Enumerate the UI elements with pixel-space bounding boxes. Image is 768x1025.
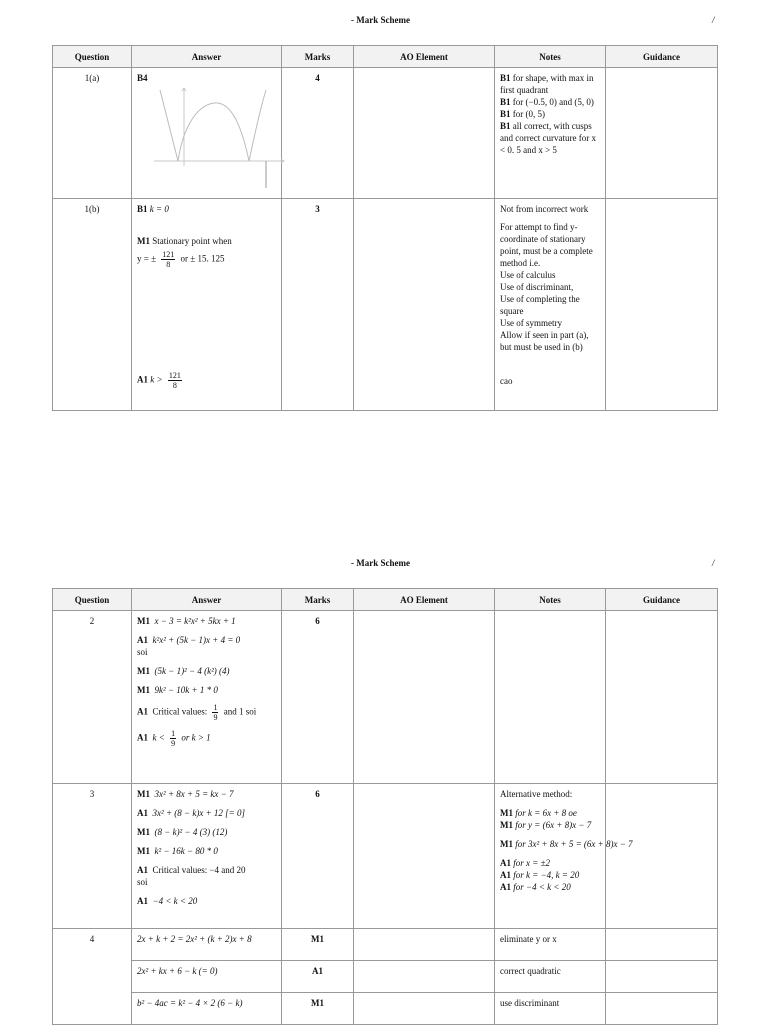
table-header-row — [53, 46, 718, 68]
col-notes: Notes — [495, 589, 606, 611]
page1-mark-table — [52, 45, 718, 411]
notes-cell: eliminate y or x — [495, 929, 606, 961]
page1-slash: / — [712, 15, 715, 25]
page2-slash: / — [712, 558, 715, 568]
question-cell: 4 — [53, 929, 132, 1025]
answer-cell: 2x + k + 2 = 2x² + (k + 2)x + 8 — [132, 929, 282, 961]
notes-cell: use discriminant — [495, 993, 606, 1025]
page1-header: - Mark Scheme — [351, 15, 410, 25]
col-notes: Notes — [495, 46, 606, 68]
guidance-cell — [606, 68, 718, 199]
notes-cell: correct quadratic — [495, 961, 606, 993]
fraction: $\frac{121}{8}$ — [162, 250, 175, 269]
col-answer: Answer — [132, 589, 282, 611]
table-row — [53, 961, 718, 993]
table-header-row — [53, 589, 718, 611]
answer-cell: M1 x − 3 = k²x² + 5kx + 1 A1 k²x² + (5k − 1)x + 4 = 0 soi M1 (5k − 1)² − 4 (k²) (4) M1 9k² − 10k + 1 * 0 A1 Critical values: $\frac{1}{9}$ and 1 soi A1 k < $\frac{1}{9}$ or k > 1 — [132, 611, 282, 784]
notes-cell — [495, 611, 606, 784]
answer-cell: M1 3x² + 8x + 5 = kx − 7 A1 3x² + (8 − k)x + 12 [= 0] M1 (8 − k)² − 4 (3) (12) M1 k² − 16k − 80 * 0 A1 Critical values: −4 and 20 soi A1 −4 < k < 20 — [132, 784, 282, 929]
col-guidance: Guidance — [606, 589, 718, 611]
sketch-graph — [154, 88, 294, 188]
page2-mark-table — [52, 588, 718, 1025]
ao-cell — [354, 611, 495, 784]
col-marks: Marks — [282, 46, 354, 68]
notes-cell: Alternative method: M1 for k = 6x + 8 oe M1 for y = (6x + 8)x − 7 M1 for 3x² + 8x + 5 = (6x + 8)x − 7 A1 for x = ±2 A1 for k = −4, k = 20 A1 for −4 < k < 20 — [495, 784, 606, 929]
marks-cell: M1 — [282, 993, 354, 1025]
fraction: $\frac{1}{9}$ — [171, 729, 176, 748]
ao-cell — [354, 68, 495, 199]
table-row — [53, 611, 718, 784]
question-cell: 2 — [53, 611, 132, 784]
question-cell: 1(b) — [53, 199, 132, 411]
table-row — [53, 929, 718, 961]
guidance-cell — [606, 784, 718, 929]
ao-cell — [354, 199, 495, 411]
col-question: Question — [53, 46, 132, 68]
table-row — [53, 784, 718, 929]
marks-cell: A1 — [282, 961, 354, 993]
ao-cell — [354, 784, 495, 929]
guidance-cell — [606, 929, 718, 961]
table-row — [53, 993, 718, 1025]
col-guidance: Guidance — [606, 46, 718, 68]
answer-cell: 2x² + kx + 6 − k (= 0) — [132, 961, 282, 993]
answer-cell: b² − 4ac = k² − 4 × 2 (6 − k) — [132, 993, 282, 1025]
marks-cell: 6 — [282, 611, 354, 784]
notes-cell: Not from incorrect work For attempt to find y-coordinate of stationary point, must be a complete method i.e. Use of calculus Use of discriminant, Use of completing the square Use of symmetry Allow if seen in part (a), but must be used in (b) cao — [495, 199, 606, 411]
mark-code: B4 — [137, 73, 148, 83]
guidance-cell — [606, 993, 718, 1025]
col-question: Question — [53, 589, 132, 611]
page2-header: - Mark Scheme — [351, 558, 410, 568]
col-answer: Answer — [132, 46, 282, 68]
answer-cell — [132, 68, 282, 199]
guidance-cell — [606, 961, 718, 993]
question-cell: 3 — [53, 784, 132, 929]
col-ao-element: AO Element — [354, 46, 495, 68]
ao-cell — [354, 961, 495, 993]
notes-cell: B1 for shape, with max in first quadrant B1 for (−0.5, 0) and (5, 0) B1 for (0, 5) B1 all correct, with cusps and correct curvature for x < 0. 5 and x > 5 — [495, 68, 606, 199]
marks-cell: M1 — [282, 929, 354, 961]
fraction: $\frac{1}{9}$ — [213, 703, 218, 722]
table-row — [53, 68, 718, 199]
col-marks: Marks — [282, 589, 354, 611]
marks-cell: 6 — [282, 784, 354, 929]
guidance-cell — [606, 199, 718, 411]
col-ao-element: AO Element — [354, 589, 495, 611]
ao-cell — [354, 929, 495, 961]
answer-cell: B1 k = 0 M1 Stationary point when y = ± $\frac{121}{8}$ or ± 15. 125 A1 k > $\frac{121}{8}$ — [132, 199, 282, 411]
guidance-cell — [606, 611, 718, 784]
table-row — [53, 199, 718, 411]
marks-cell: 3 — [282, 199, 354, 411]
question-cell: 1(a) — [53, 68, 132, 199]
marks-cell: 4 — [282, 68, 354, 199]
fraction: $\frac{121}{8}$ — [168, 371, 181, 390]
ao-cell — [354, 993, 495, 1025]
